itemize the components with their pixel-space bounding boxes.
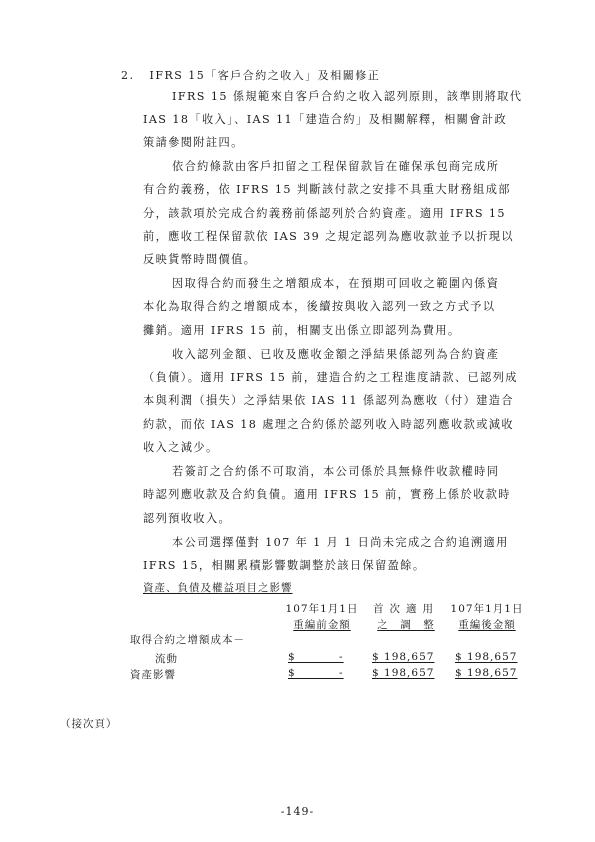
col-header-before-top: 107年1月1日 (285, 603, 359, 615)
table-caption: 資產、負債及權益項目之影響 (143, 582, 293, 594)
paragraph-4-line-5: 收入之減少。 (143, 441, 219, 454)
row-1-after: $ 198,657 (455, 651, 518, 663)
paragraph-1-line-1: IFRS 15 係規範來自客戶合約之收入認列原則，該準則將取代 (172, 90, 523, 103)
paragraph-1-line-2: IAS 18「收入」、IAS 11「建造合約」及相關解釋，相關會計政 (143, 113, 508, 126)
row-2-before: $ - (288, 667, 344, 679)
paragraph-2-line-3: 分，該款項於完成合約義務前係認列於合約資產。適用 IFRS 15 (143, 207, 506, 220)
col-header-adjust-bottom: 之 調 整 (377, 619, 435, 631)
row-2-adjust: $ 198,657 (372, 667, 435, 679)
page-number: -149- (280, 805, 315, 818)
section-number: 2. (121, 69, 135, 82)
paragraph-4-line-2: （負債）。適用 IFRS 15 前，建造合約之工程進度請款、已認列成 (143, 371, 518, 384)
col-header-after-top: 107年1月1日 (450, 603, 524, 615)
paragraph-3-line-1: 因取得合約而發生之增額成本，在預期可回收之範圍內係資 (172, 277, 500, 290)
paragraph-2-line-5: 反映貨幣時間價值。 (143, 253, 257, 266)
paragraph-6-line-2: IFRS 15，相關累積影響數調整於該日保留盈餘。 (143, 559, 426, 572)
row-2-label: 資產影響 (130, 669, 176, 681)
paragraph-6-line-1: 本公司選擇僅對 107 年 1 月 1 日尚未完成之合約追溯適用 (172, 536, 509, 549)
col-header-before-bottom: 重編前金額 (293, 619, 351, 631)
col-header-adjust-top: 首次適用 (373, 603, 439, 615)
section-title: IFRS 15「客戶合約之收入」及相關修正 (149, 69, 381, 82)
paragraph-2-line-2: 有合約義務，依 IFRS 15 判斷該付款之安排不具重大財務組成部 (143, 183, 511, 196)
paragraph-5-line-2: 時認列應收款及合約負債。適用 IFRS 15 前，實務上係於收款時 (143, 488, 511, 501)
row-1-adjust: $ 198,657 (372, 651, 435, 663)
section-heading (121, 67, 380, 83)
paragraph-5-line-1: 若簽訂之合約係不可取消，本公司係於具無條件收款權時同 (172, 465, 500, 478)
paragraph-5-line-3: 認列預收收入。 (143, 512, 232, 525)
table-group-label: 取得合約之增額成本－ (130, 634, 245, 646)
paragraph-4-line-3: 本與利潤（損失）之淨結果依 IAS 11 係認列為應收（付）建造合 (143, 394, 514, 407)
row-1-label: 流動 (155, 653, 178, 665)
row-2-after: $ 198,657 (455, 667, 518, 679)
paragraph-3-line-3: 攤銷。適用 IFRS 15 前，相關支出係立即認列為費用。 (143, 324, 461, 337)
paragraph-2-line-4: 前，應收工程保留款依 IAS 39 之規定認列為應收款並予以折現以 (143, 230, 514, 243)
paragraph-2-line-1: 依合約條款由客戶扣留之工程保留款旨在確保承包商完成所 (172, 160, 500, 173)
paragraph-4-line-1: 收入認列金額、已收及應收金額之淨結果係認列為合約資產 (172, 348, 500, 361)
continued-note: （接次頁） (60, 718, 118, 730)
paragraph-3-line-2: 本化為取得合約之增額成本，後續按與收入認列一致之方式予以 (143, 300, 496, 313)
row-1-before: $ - (288, 651, 344, 663)
paragraph-1-line-3: 策請參閱附註四。 (143, 136, 244, 149)
paragraph-4-line-4: 約款，而依 IAS 18 處理之合約係於認列收入時認列應收款或減收 (143, 418, 514, 431)
col-header-after-bottom: 重編後金額 (458, 619, 516, 631)
